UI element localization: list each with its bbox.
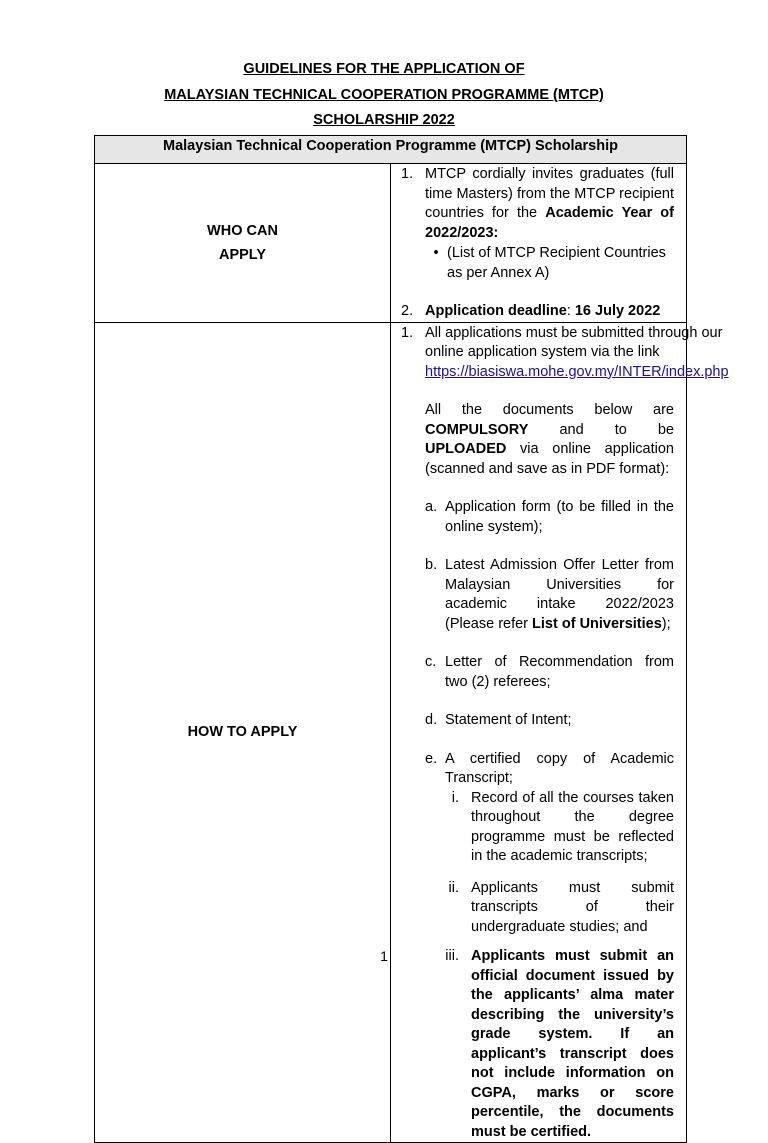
title-line-3: SCHOLARSHIP 2022 (313, 112, 455, 128)
how-to-apply-label: HOW TO APPLY (95, 322, 391, 1143)
who-item-2: 2. Application deadline: 16 July 2022 (401, 303, 661, 319)
doc-item-e: e. A certified copy of Academic Transcript; (425, 750, 674, 786)
title-line-2: MALAYSIAN TECHNICAL COOPERATION PROGRAMME (MTCP) (164, 86, 604, 103)
transcript-item-ii: ii. Applicants must submit transcripts of their undergraduate studies; and (448, 879, 674, 935)
bullet-icon: • (433, 245, 439, 261)
doc-item-a: a. Application form (to be filled in the online system); (425, 499, 674, 535)
scholarship-table (94, 135, 729, 1143)
doc-item-d: d. Statement of Intent; (425, 712, 572, 728)
transcript-item-iii: iii. Applicants must submit an official document issued by the applicants’ alma mater describing the university’s grade system. If an applicant’s transcript does not include information on CGPA, marks or score percentile, the documents must be certified. (445, 948, 674, 1140)
page-number: 1 (380, 948, 388, 964)
who-item-1: 1. MTCP cordially invites graduates (full time Masters) from the MTCP recipient countries for the Academic Year of 2022/2023: (401, 166, 674, 241)
how-item-1: 1. All applications must be submitted through our online application system via the link https://biasiswa.mohe.gov.my/INTER/index.php (401, 324, 729, 380)
compulsory-docs-text: All the documents below are COMPULSORY and to be UPLOADED via online application (scanned and save as in PDF format): (425, 402, 674, 477)
who-can-apply-label: WHO CAN APPLY (95, 164, 391, 323)
application-link[interactable]: https://biasiswa.mohe.gov.my/INTER/index.php (425, 363, 729, 380)
table-row-who-can-apply (95, 164, 687, 323)
document-title (0, 57, 768, 134)
how-to-apply-content (391, 322, 729, 1143)
table-header: Malaysian Technical Cooperation Programme (MTCP) Scholarship (95, 136, 687, 164)
who-can-apply-content (391, 164, 687, 323)
doc-item-b: b. Latest Admission Offer Letter from Malaysian Universities for academic intake 2022/2023 (Please refer List of Universities); (425, 557, 674, 632)
doc-item-c: c. Letter of Recommendation from two (2) referees; (425, 654, 674, 690)
title-line-1: GUIDELINES FOR THE APPLICATION OF (243, 61, 525, 77)
table-row-how-to-apply (95, 322, 687, 1143)
who-bullet: • (List of MTCP Recipient Countries as per Annex A) (425, 244, 674, 283)
transcript-item-i: i. Record of all the courses taken throughout the degree programme must be reflected in the academic transcripts; (451, 789, 674, 864)
